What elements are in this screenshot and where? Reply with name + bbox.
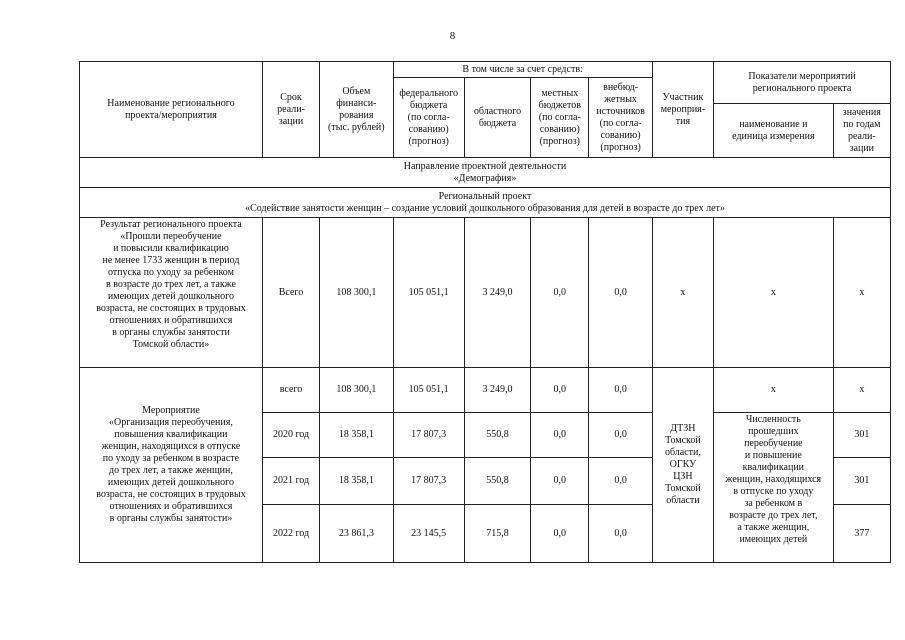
text-line: областного	[473, 105, 522, 117]
measure-extra: 0,0	[589, 368, 652, 413]
result-ind-value: х	[833, 218, 890, 368]
measure-period: 2022 год	[262, 505, 319, 563]
measure-ind-value: 301	[833, 458, 890, 505]
text-line: Срок	[280, 91, 302, 103]
text-line: женщин, находящихся в отпуске	[101, 441, 241, 452]
text-line: внебюд-	[603, 81, 639, 93]
text-line: федерального	[399, 87, 458, 99]
text-line: регионального проекта	[752, 82, 852, 94]
text-line: Региональный проект	[438, 190, 532, 202]
text-line: Томской	[665, 483, 701, 494]
text-line: отношениях и обратившихся	[109, 315, 233, 326]
header-regional	[464, 78, 530, 158]
header-period	[262, 62, 319, 158]
header-federal	[393, 78, 464, 158]
text-line: Численность	[745, 414, 801, 425]
text-line: переобучение	[744, 438, 803, 449]
measure-local: 0,0	[531, 368, 589, 413]
text-line: (прогноз)	[539, 135, 580, 147]
text-line: сованию)	[408, 123, 449, 135]
text-line: рования	[339, 109, 374, 121]
measure-ind-value: 377	[833, 505, 890, 563]
measure-volume: 18 358,1	[320, 413, 393, 458]
header-volume	[320, 62, 393, 158]
text-line: зации	[278, 115, 304, 127]
text-line: в отпуске по уходу	[733, 486, 814, 497]
text-line: Наименование регионального	[107, 97, 235, 109]
measure-period: 2020 год	[262, 413, 319, 458]
text-line: прошедших	[748, 426, 799, 437]
text-line: Участник	[662, 91, 704, 103]
text-line: Томской области»	[132, 339, 210, 350]
text-line: наименование и	[739, 118, 808, 130]
result-participant: х	[652, 218, 713, 368]
measure-regional: 550,8	[464, 413, 530, 458]
text-line: значения	[842, 106, 881, 118]
measure-regional: 715,8	[464, 505, 530, 563]
text-line: женщин, находящихся	[725, 474, 822, 485]
text-line: в органы службы занятости»	[109, 513, 233, 524]
text-line: возраста, не состоящих в трудовых	[96, 489, 246, 500]
text-line: источников	[596, 105, 645, 117]
text-line: «Содействие занятости женщин – создание условий дошкольного образования для детей в возрасте до трех лет»	[245, 202, 725, 214]
text-line: не менее 1733 женщин в период	[102, 255, 240, 266]
text-line: единица измерения	[732, 130, 815, 142]
text-line: имеющих детей	[739, 534, 808, 545]
text-line: Направление проектной деятельности	[403, 160, 567, 172]
text-line: тия	[675, 115, 691, 127]
text-line: Результат регионального проекта	[100, 219, 242, 230]
text-line: «Прошли переобучение	[120, 231, 222, 242]
result-name	[80, 218, 263, 368]
text-line: в органы службы занятости	[112, 327, 230, 338]
measure-extra: 0,0	[589, 413, 652, 458]
measure-federal: 17 807,3	[393, 458, 464, 505]
text-line: квалификации	[742, 462, 805, 473]
text-line: повышения квалификации	[114, 429, 228, 440]
result-extra: 0,0	[589, 218, 652, 368]
text-line: ЦЗН	[673, 471, 693, 482]
text-line: «Организация переобучения,	[109, 417, 233, 428]
text-line: области	[666, 495, 700, 506]
result-row	[80, 218, 891, 368]
measure-local: 0,0	[531, 505, 589, 563]
project-row	[80, 188, 891, 218]
text-line: ДТЗН	[670, 423, 696, 434]
measure-local: 0,0	[531, 458, 589, 505]
text-line: бюджета	[410, 99, 448, 111]
header-sources-group: В том числе за счет средств:	[393, 62, 652, 78]
measure-participant	[652, 368, 713, 563]
text-line: местных	[541, 87, 579, 99]
text-line: финанси-	[336, 97, 377, 109]
budget-table	[79, 61, 891, 563]
measure-ind-value: х	[833, 368, 890, 413]
measure-volume: 108 300,1	[320, 368, 393, 413]
text-line: (тыс. рублей)	[328, 121, 385, 133]
text-line: бюджета	[478, 117, 517, 129]
text-line: ОГКУ	[669, 459, 697, 470]
measure-federal: 23 145,5	[393, 505, 464, 563]
measure-volume: 23 861,3	[320, 505, 393, 563]
measure-volume: 18 358,1	[320, 458, 393, 505]
measure-period: всего	[262, 368, 319, 413]
text-line: Мероприятие	[142, 405, 200, 416]
text-line: а также женщин,	[737, 522, 810, 533]
text-line: реали-	[847, 130, 876, 142]
header-local	[531, 78, 589, 158]
text-line: Объем	[342, 85, 371, 97]
text-line: (по согла-	[599, 117, 642, 129]
text-line: отпуска по уходу за ребенком	[107, 267, 234, 278]
text-line: бюджетов	[538, 99, 581, 111]
text-line: до трех лет, а также женщин,	[109, 465, 233, 476]
text-line: (прогноз)	[600, 141, 641, 153]
text-line: сованию)	[539, 123, 580, 135]
text-line: за ребенком в	[744, 498, 803, 509]
measure-period: 2021 год	[262, 458, 319, 505]
result-ind-name: х	[714, 218, 834, 368]
result-local: 0,0	[531, 218, 589, 368]
text-line: «Демография»	[453, 172, 517, 184]
text-line: возраста, не состоящих в трудовых	[96, 303, 246, 314]
text-line: и повышение	[744, 450, 802, 461]
header-indicators-group	[714, 62, 891, 104]
result-federal: 105 051,1	[393, 218, 464, 368]
header-extra	[589, 78, 652, 158]
text-line: жетных	[604, 93, 637, 105]
text-line: и повысили квалификацию	[113, 243, 229, 254]
measure-ind-value: 301	[833, 413, 890, 458]
measure-regional: 3 249,0	[464, 368, 530, 413]
measure-regional: 550,8	[464, 458, 530, 505]
header-ind-value	[833, 104, 890, 158]
measure-federal: 105 051,1	[393, 368, 464, 413]
measure-ind-name-total: х	[714, 368, 834, 413]
text-line: по уходу за ребенком в возрасте	[102, 453, 240, 464]
header-ind-name	[714, 104, 834, 158]
measure-extra: 0,0	[589, 505, 652, 563]
text-line: зации	[849, 142, 875, 154]
text-line: имеющих детей дошкольного	[107, 291, 234, 302]
text-line: Томской	[665, 435, 701, 446]
text-line: области,	[664, 447, 701, 458]
text-line: по годам	[843, 118, 881, 130]
text-line: проекта/мероприятия	[125, 109, 217, 121]
header-name	[80, 62, 263, 158]
text-line: (по согла-	[538, 111, 581, 123]
measure-row-total	[80, 368, 891, 413]
page-number: 8	[449, 30, 456, 42]
text-line: сованию)	[600, 129, 641, 141]
header-participant	[652, 62, 713, 158]
text-line: имеющих детей дошкольного	[107, 477, 234, 488]
direction-row	[80, 158, 891, 188]
text-line: (по согла-	[407, 111, 450, 123]
measure-ind-name	[714, 413, 834, 563]
text-line: отношениях и обратившихся	[109, 501, 233, 512]
text-line: в возрасте до трех лет, а также	[106, 279, 236, 290]
text-line: возрасте до трех лет,	[729, 510, 818, 521]
result-regional: 3 249,0	[464, 218, 530, 368]
text-line: Показатели мероприятий	[748, 70, 856, 82]
measure-local: 0,0	[531, 413, 589, 458]
result-period: Всего	[262, 218, 319, 368]
measure-name	[80, 368, 263, 563]
text-line: (прогноз)	[408, 135, 449, 147]
result-volume: 108 300,1	[320, 218, 393, 368]
text-line: реали-	[277, 103, 305, 115]
measure-federal: 17 807,3	[393, 413, 464, 458]
text-line: мероприя-	[660, 103, 706, 115]
measure-extra: 0,0	[589, 458, 652, 505]
